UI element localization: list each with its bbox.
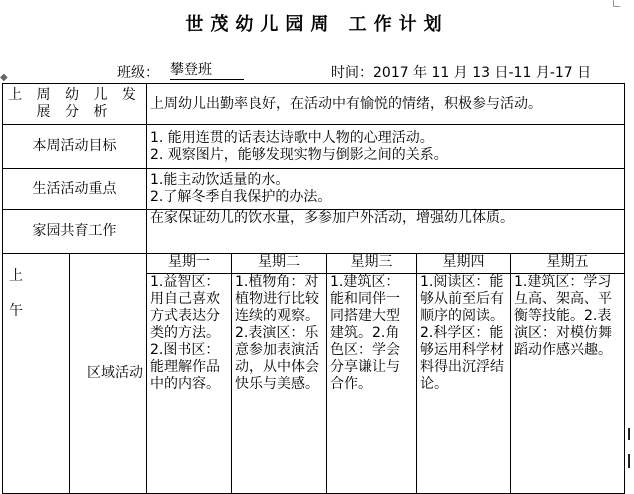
- activity-thu: 1.阅读区：能够从前至后有顺序的阅读。2.科学区：能够运用科学材料得出沉浮结论。: [417, 274, 511, 494]
- session-label-line-1: 上: [9, 268, 23, 284]
- table-row: [3, 125, 625, 169]
- life-line-2: 2.了解冬季自我保护的办法。: [150, 189, 332, 205]
- time-range: 时间：2017 年 11 月 13 日-11 月-17 日: [331, 65, 592, 81]
- class-value: 攀登班: [170, 62, 244, 80]
- life-line-1: 1.能主动饮适量的水。: [150, 172, 290, 188]
- goals-line-1: 1. 能用连贯的话表达诗歌中人物的心理活动。: [150, 129, 434, 146]
- crop-corner-icon: [613, 0, 620, 7]
- activity-wed: 1.建筑区：能和同伴一同搭建大型建筑。2.角色区：学会分享谦让与合作。: [327, 274, 417, 494]
- activity-type-label: 区域活动: [87, 365, 143, 381]
- page-title: 世茂幼儿园周 工作计划: [185, 14, 449, 35]
- goals-line-2: 2. 观察图片，能够发现实物与倒影之间的关系。: [150, 146, 448, 163]
- table-row: [3, 210, 625, 254]
- day-header-tue: 星期二: [232, 254, 327, 274]
- last-week-content: 上周幼儿出勤率良好，在活动中有愉悦的情绪，积极参与活动。: [147, 84, 625, 125]
- weekly-plan-table: [2, 83, 625, 494]
- life-content: [147, 169, 625, 210]
- table-row: [3, 254, 625, 274]
- last-week-label: 上 周 幼 儿 发 展 分 析: [3, 84, 147, 125]
- day-header-fri: 星期五: [511, 254, 625, 274]
- table-row: [3, 169, 625, 210]
- session-label: [3, 254, 70, 494]
- goals-label: 本周活动目标: [3, 125, 147, 169]
- activity-fri: 1.建筑区：学习彑高、架高、平衡等技能。2.表演区：对模仿舞蹈动作感兴趣。: [511, 274, 625, 494]
- activity-type: [70, 254, 147, 494]
- class-label: 班级：: [117, 65, 159, 81]
- day-header-mon: 星期一: [147, 254, 232, 274]
- home-label: 家园共育工作: [3, 210, 147, 254]
- home-content: 在家保证幼儿的饮水量，多参加户外活动，增强幼儿体质。: [147, 210, 625, 254]
- anchor-icon: ◆: [0, 72, 8, 83]
- day-header-wed: 星期三: [327, 254, 417, 274]
- goals-content: [147, 125, 625, 169]
- margin-marker: [628, 428, 630, 440]
- day-header-thu: 星期四: [417, 254, 511, 274]
- session-label-line-2: 午: [9, 303, 23, 319]
- activity-mon: 1.益智区：用自己喜欢方式表达分类的方法。2.图书区：能理解作品中的内容。: [147, 274, 232, 494]
- table-row: [3, 84, 625, 125]
- activity-tue: 1.植物角：对植物进行比较连续的观察。2.表演区：乐意参加表演活动，从中体会快乐与美感。: [232, 274, 327, 494]
- margin-marker: [628, 454, 630, 468]
- life-label: 生活活动重点: [3, 169, 147, 210]
